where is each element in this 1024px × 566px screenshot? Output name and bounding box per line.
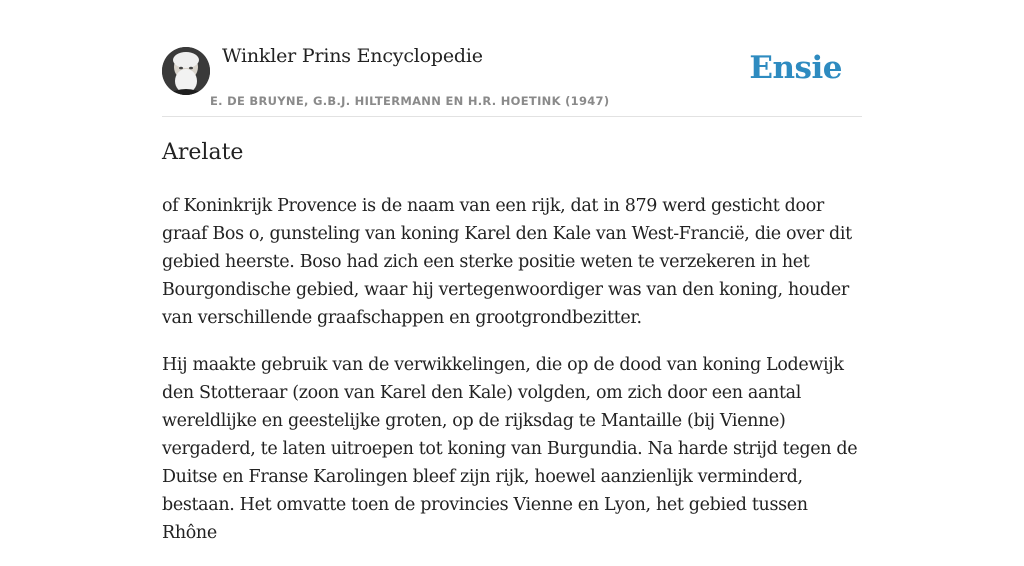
- ensie-logo[interactable]: Ensie: [749, 50, 842, 86]
- author-byline: E. DE BRUYNE, G.B.J. HILTERMANN EN H.R. HOETINK (1947): [210, 94, 610, 108]
- author-portrait-image: [162, 47, 210, 95]
- header: [162, 0, 862, 117]
- site-title[interactable]: Winkler Prins Encyclopedie: [222, 45, 483, 67]
- article-paragraph: Hij maakte gebruik van de verwikkelingen, die op de dood van koning Lodewijk den Stotteraar (zoon van Karel den Kale) volgden, om zich door een aantal wereldlijke en geestelijke groten, op de rijksdag te Mantaille (bij Vienne) vergaderd, te laten uitroepen tot koning van Burgundia. Na harde strijd tegen de Duitse en Franse Karolingen bleef zijn rijk, hoewel aanzienlijk verminderd, bestaan. Het omvatte toen de provincies Vienne en Lyon, het gebied tussen Rhône: [162, 355, 858, 543]
- article-page: [162, 0, 862, 543]
- article-title: Arelate: [162, 140, 244, 165]
- author-avatar[interactable]: [162, 47, 210, 95]
- article-paragraph: of Koninkrijk Provence is de naam van een rijk, dat in 879 werd gesticht door graaf Bos o, gunsteling van koning Karel den Kale van West-Francië, die over dit gebied heerste. Boso had zich een sterke positie weten te verzekeren in het Bourgondische gebied, waar hij vertegenwoordiger was van den koning, houder van verschillende graafschappen en grootgrondbezitter.: [162, 196, 852, 328]
- article-body: [162, 192, 862, 566]
